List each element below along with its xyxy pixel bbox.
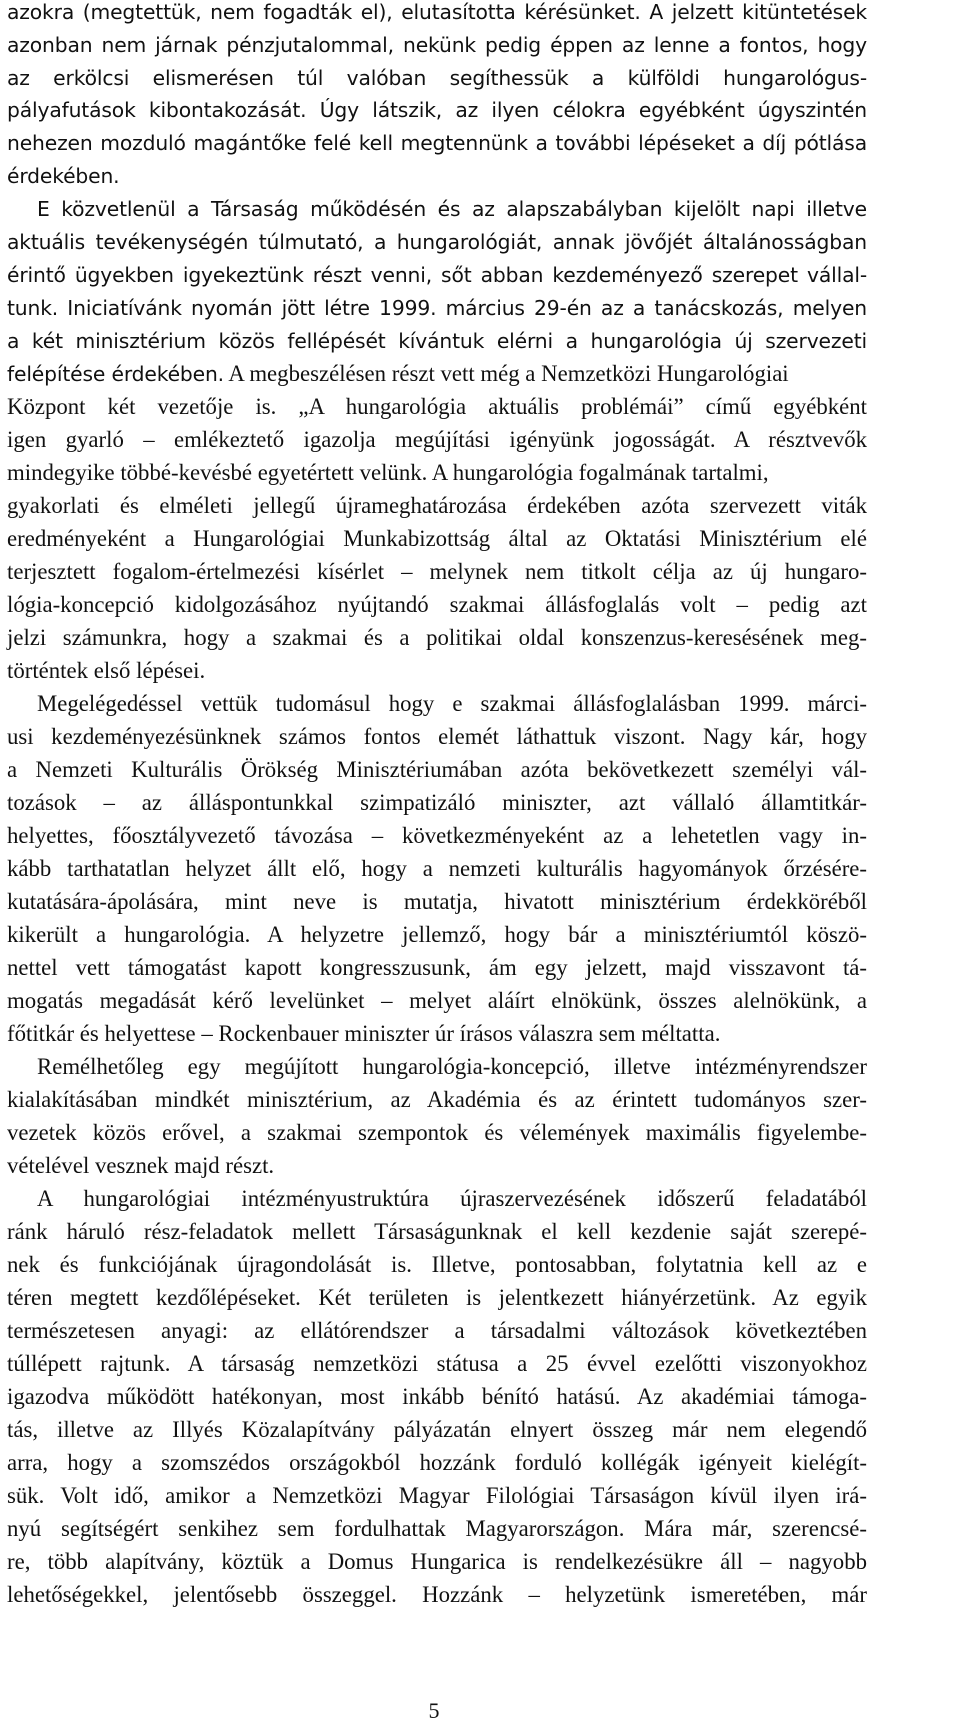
text-line: re, több alapítvány, köztük a Domus Hungarica is rendelkezésükre áll – nagyobb xyxy=(7,1549,867,1574)
text-line: kutatására-ápolására, mint neve is mutatja, hivatott minisztérium érdekköréből xyxy=(7,889,867,914)
text-line: a két minisztérium közös fellépését kívántuk elérni a hungarológia új szervezeti xyxy=(7,329,867,353)
text-line: nehezen mozduló magántőke felé kell megtennünk a további lépéseket a díj pótlása xyxy=(7,131,867,155)
text-line: mogatás megadását kérő levelünket – melyet aláírt elnökünk, összes alelnökünk, a xyxy=(7,988,867,1013)
text-line: E közvetlenül a Társaság működésén és az alapszabályban kijelölt napi illetve xyxy=(37,197,867,221)
text-line: kább tarthatatlan helyzet állt elő, hogy a nemzeti kulturális hagyományok őrzésére- xyxy=(7,856,867,881)
text-line: sük. Volt idő, amikor a Nemzetközi Magyar Filológiai Társaságon kívül ilyen irá- xyxy=(7,1483,867,1508)
text-line: arra, hogy a szomszédos országokból hozzánk forduló kollégák igényeit kielégít- xyxy=(7,1450,867,1475)
text-line: vezetek közös erővel, a szakmai szempontok és vélemények maximális figyelembe- xyxy=(7,1120,867,1145)
text-line: eredményeként a Hungarológiai Munkabizottság által az Oktatási Minisztérium elé xyxy=(7,526,867,551)
page-number: 5 xyxy=(428,1698,440,1723)
text-line: igazodva működött hatékonyan, most inkább bénító hatású. Az akadémiai támoga- xyxy=(7,1384,867,1409)
text-line: lógia-koncepció kidolgozásához nyújtandó szakmai állásfoglalás volt – pedig azt xyxy=(7,592,867,617)
text-line: igen gyarló – emlékeztető igazolja megújítási igényünk jogosságát. A résztvevők xyxy=(7,427,867,452)
text-line: érintő ügyekben igyekeztünk részt venni, sőt abban kezdeményező szerepet vállal- xyxy=(7,263,867,287)
text-line: jelzi számunkra, hogy a szakmai és a politikai oldal konszenzus-keresésének meg- xyxy=(7,625,867,650)
text-line: túllépett rajtunk. A társaság nemzetközi státusa a 25 évvel ezelőtti viszonyokhoz xyxy=(7,1351,867,1376)
text-line: pályafutások kibontakozását. Úgy látszik, az ilyen célokra egyébként úgyszintén xyxy=(7,98,867,122)
text-line: usi kezdeményezésünknek számos fontos elemét láthattuk viszont. Nagy kár, hogy xyxy=(7,724,867,749)
text-line: Központ két vezetője is. „A hungarológia aktuális problémái” című egyébként xyxy=(7,394,867,419)
text-line: gyakorlati és elméleti jellegű újrameghatározása érdekében azóta szervezett viták xyxy=(7,493,867,518)
mixed-line xyxy=(7,460,867,486)
text-line: nettel vett támogatást kapott kongresszusunk, ám egy jelzett, majd visszavont tá- xyxy=(7,955,867,980)
text-line: történtek első lépései. xyxy=(7,658,206,683)
text-line: tozások – az álláspontunkkal szimpatizáló miniszter, azt vállaló államtitkár- xyxy=(7,790,867,815)
text-line: főtitkár és helyettese – Rockenbauer miniszter úr írásos válaszra sem méltatta. xyxy=(7,1021,721,1046)
text-line: helyettes, főosztályvezető távozása – következményeként az a lehetetlen vagy in- xyxy=(7,823,867,848)
mixed-line xyxy=(7,361,867,387)
text-line: terjesztett fogalom-értelmezési kísérlet – melynek nem titkolt célja az új hungaro- xyxy=(7,559,867,584)
text-line: nyú segítségért senkihez sem fordulhattak Magyarországon. Mára már, szerencsé- xyxy=(7,1516,867,1541)
text-line: Megelégedéssel vettük tudomásul hogy e szakmai állásfoglalásban 1999. márci- xyxy=(37,691,867,716)
text-line: azokra (megtettük, nem fogadták el), elutasította kérésünket. A jelzett kitüntetések xyxy=(7,0,867,24)
text-line: azonban nem járnak pénzjutalommal, nekünk pedig éppen az lenne a fontos, hogy xyxy=(7,33,867,57)
text-line: téren megtett kezdőlépéseket. Két területen is jelentkezett hiányérzetünk. Az egyik xyxy=(7,1285,867,1310)
text-line: tunk. Iniciatívánk nyomán jött létre 1999. március 29-én az a tanácskozás, melyen xyxy=(7,296,867,320)
text-line: Remélhetőleg egy megújított hungarológia-koncepció, illetve intézményrendszer xyxy=(37,1054,867,1079)
text-line: A hungarológiai intézményustruktúra újraszervezésének időszerű feladatából xyxy=(37,1186,867,1211)
text-line: aktuális tevékenységén túlmutató, a hungarológiát, annak jövőjét általánosságban xyxy=(7,230,867,254)
text-line: érdekében. xyxy=(7,164,120,188)
text-segment: A hungarológia fogalmának tartalmi, xyxy=(427,460,769,485)
text-line: természetesen anyagi: az ellátórendszer a társadalmi változások következtében xyxy=(7,1318,867,1343)
text-line: tás, illetve az Illyés Közalapítvány pályázatán elnyert összeg már nem elegendő xyxy=(7,1417,867,1442)
text-line: vételével vesznek majd részt. xyxy=(7,1153,275,1178)
text-line: ránk háruló rész-feladatok mellett Társaságunknak el kell kezdenie saját szerepé- xyxy=(7,1219,867,1244)
text-line: az erkölcsi elismerésen túl valóban segíthessük a külföldi hungarológus- xyxy=(7,66,867,90)
text-line: kialakításában mindkét minisztérium, az Akadémia és az érintett tudományos szer- xyxy=(7,1087,867,1112)
text-line: a Nemzeti Kulturális Örökség Minisztériumában azóta bekövetkezett személyi vál- xyxy=(7,757,867,782)
text-segment: felépítése érdekében. xyxy=(7,362,224,386)
text-segment: A megbeszélésen részt vett még a Nemzetközi Hungarológiai xyxy=(223,361,789,386)
text-line: nek és funkciójának újragondolását is. Illetve, pontosabban, folytatnia kell az e xyxy=(7,1252,867,1277)
text-line: kikerült a hungarológia. A helyzetre jellemző, hogy bár a minisztériumtól köszö- xyxy=(7,922,867,947)
text-line: lehetőségekkel, jelentősebb összeggel. Hozzánk – helyzetünk ismeretében, már xyxy=(7,1582,867,1607)
text-segment: mindegyike többé-kevésbé egyetértett velünk. xyxy=(7,460,428,485)
